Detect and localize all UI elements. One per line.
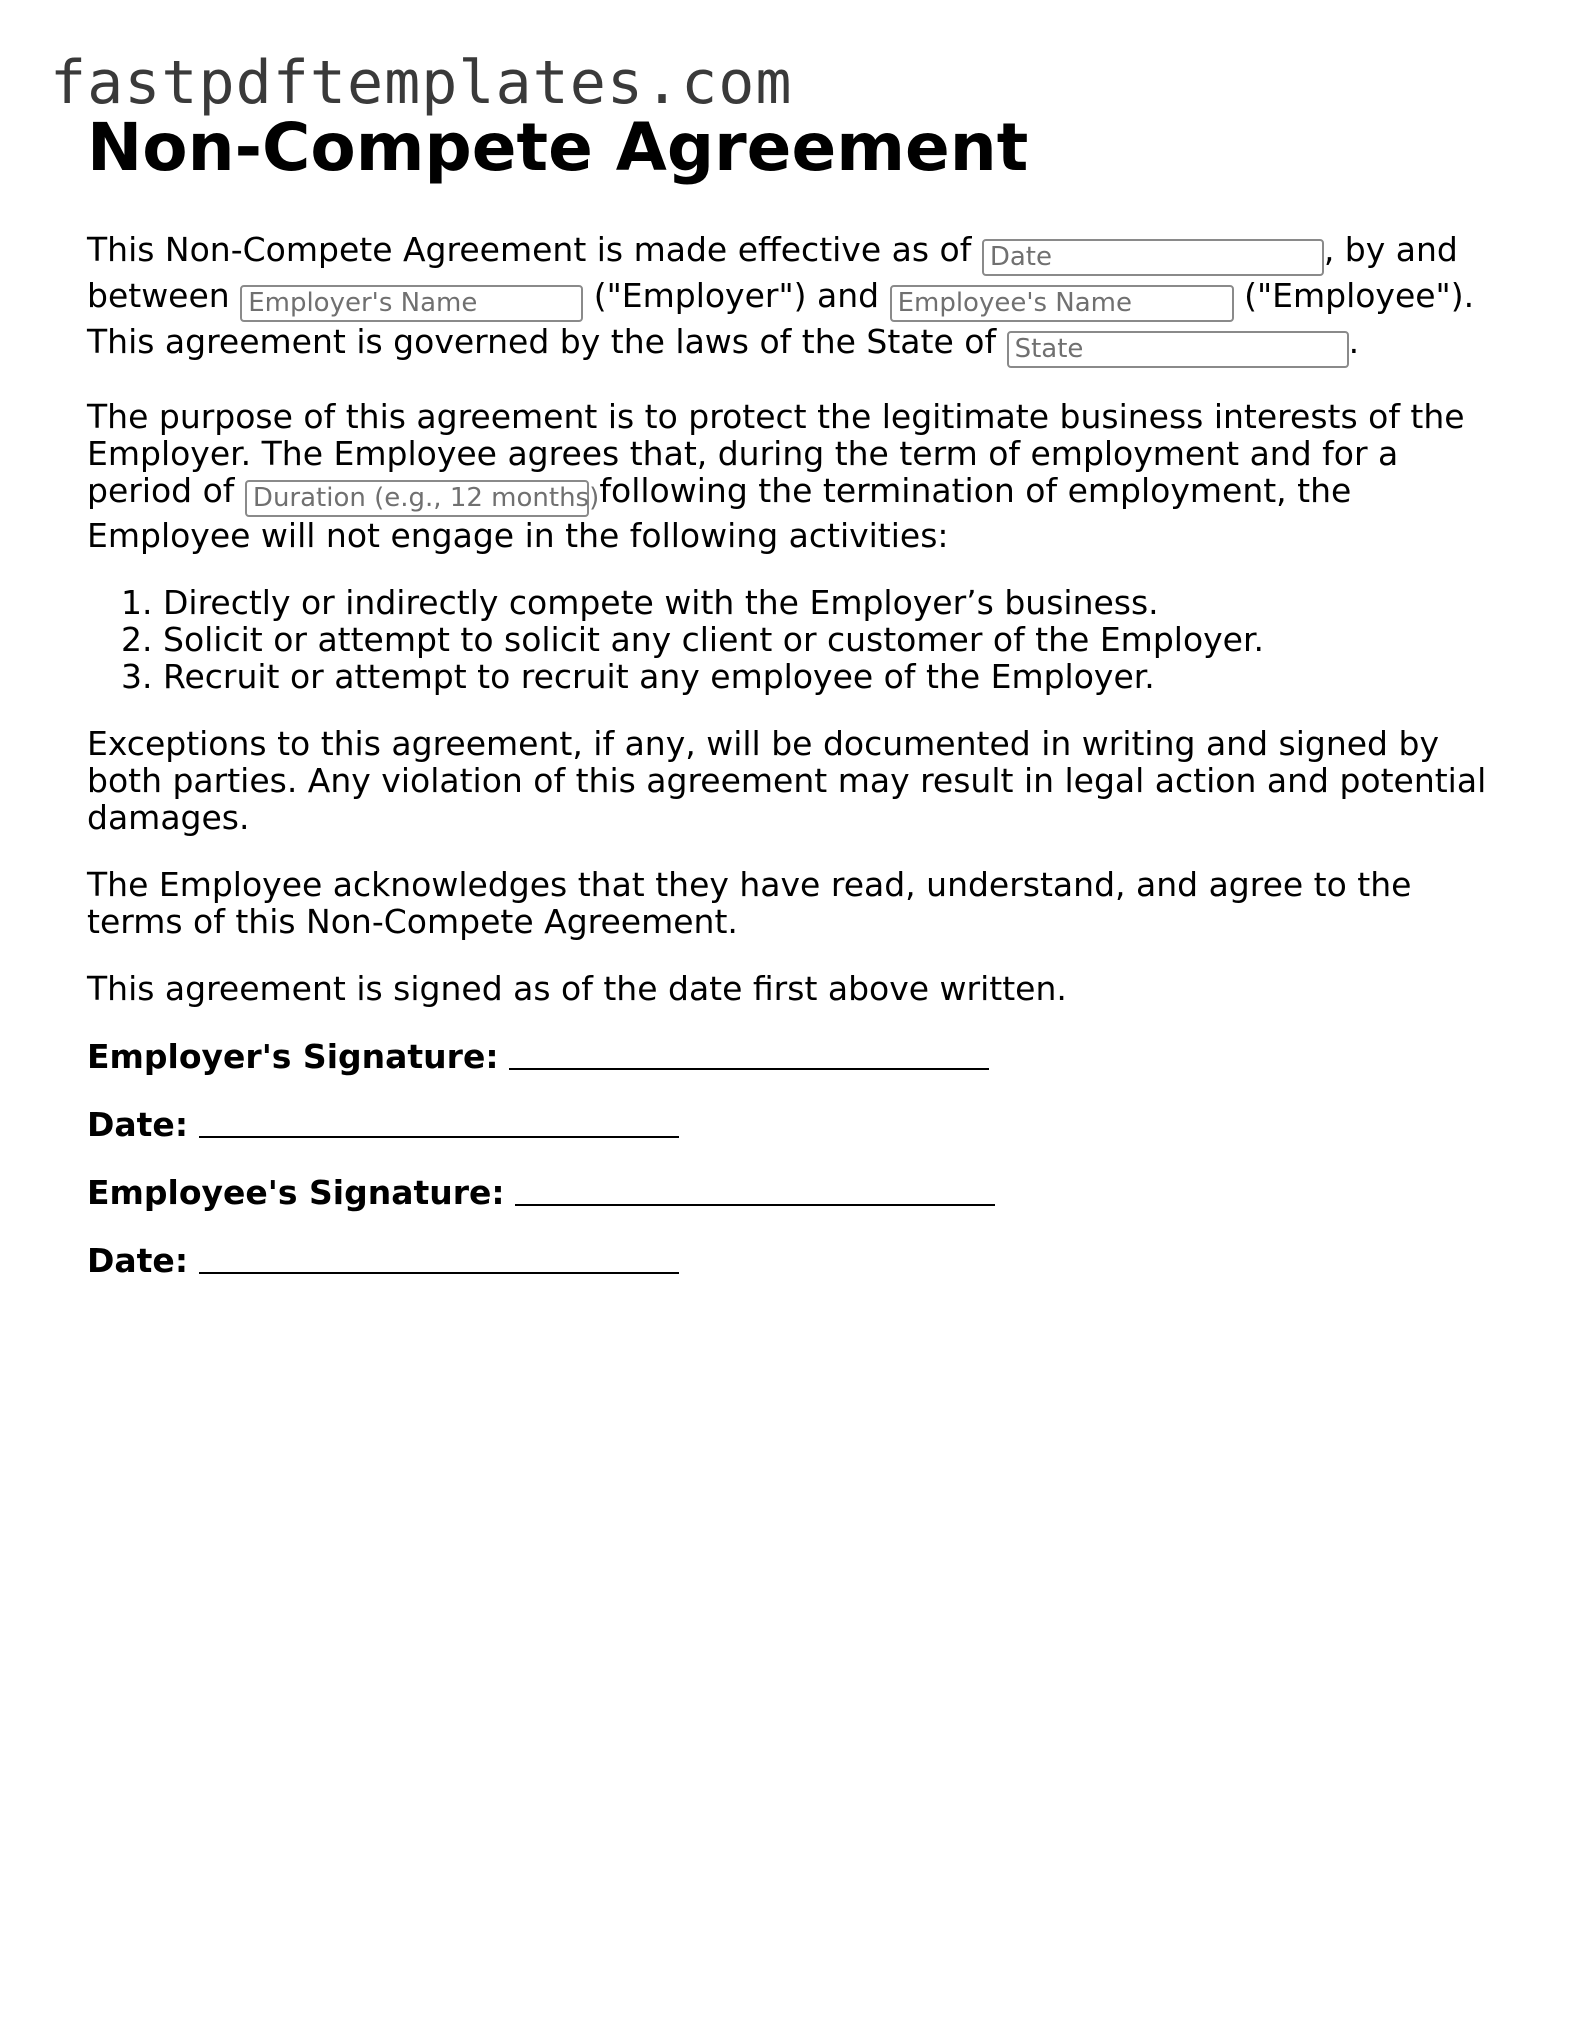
document-page (87, 108, 1487, 1279)
employee-signature-label: Employee's Signature: (87, 1173, 505, 1212)
exceptions-paragraph: Exceptions to this agreement, if any, will be documented in writing and signed by both parties. Any violation of this agreement may result in legal action and potential damages. (87, 724, 1487, 837)
purpose-text-2: following the termination of employment, the Employee will not engage in the following activities: (87, 471, 1352, 555)
employee-date-row (87, 1242, 1487, 1279)
page-title: Non-Compete Agreement (87, 109, 1029, 186)
employee-signature-row (87, 1174, 1487, 1211)
intro-text-4: ("Employee"). This agreement is governed by the laws of the State of (87, 276, 1475, 361)
intro-text-2: , by and between (87, 230, 1458, 315)
employee-date-label: Date: (87, 1241, 189, 1280)
date-field[interactable]: Date (982, 239, 1324, 276)
signed-statement: This agreement is signed as of the date first above written. (87, 969, 1067, 1008)
employee-name-field[interactable]: Employee's Name (890, 285, 1234, 322)
activities-list (87, 584, 1487, 695)
employer-signature-line[interactable] (509, 1038, 989, 1070)
state-field[interactable]: State (1007, 331, 1349, 368)
intro-text-1: This Non-Compete Agreement is made effective as of (87, 230, 982, 269)
list-item: 1. Directly or indirectly compete with the Employer’s business. (163, 584, 1487, 621)
purpose-text-1: The purpose of this agreement is to protect the legitimate business interests of the Employer. The Employee agrees that, during the term of employment and for a period of (87, 397, 1465, 510)
watermark: fastpdftemplates.com (50, 48, 793, 118)
employer-name-field[interactable]: Employer's Name (240, 285, 583, 322)
list-item: 3. Recruit or attempt to recruit any employee of the Employer. (163, 658, 1487, 695)
acknowledgement-paragraph: The Employee acknowledges that they have read, understand, and agree to the terms of this Non-Compete Agreement. (87, 865, 1412, 941)
purpose-paragraph (87, 398, 1487, 554)
employee-signature-line[interactable] (515, 1174, 995, 1206)
employer-date-line[interactable] (199, 1106, 679, 1138)
employer-signature-label: Employer's Signature: (87, 1037, 499, 1076)
list-item: 2. Solicit or attempt to solicit any client or customer of the Employer. (163, 621, 1487, 658)
intro-paragraph (87, 230, 1487, 368)
intro-text-3: ("Employer") and (583, 276, 890, 315)
employer-signature-row (87, 1038, 1487, 1075)
intro-text-5: . (1348, 322, 1360, 361)
employer-date-row (87, 1106, 1487, 1143)
duration-field[interactable]: Duration (e.g., 12 months) (245, 480, 589, 517)
employer-date-label: Date: (87, 1105, 189, 1144)
employee-date-line[interactable] (199, 1242, 679, 1274)
